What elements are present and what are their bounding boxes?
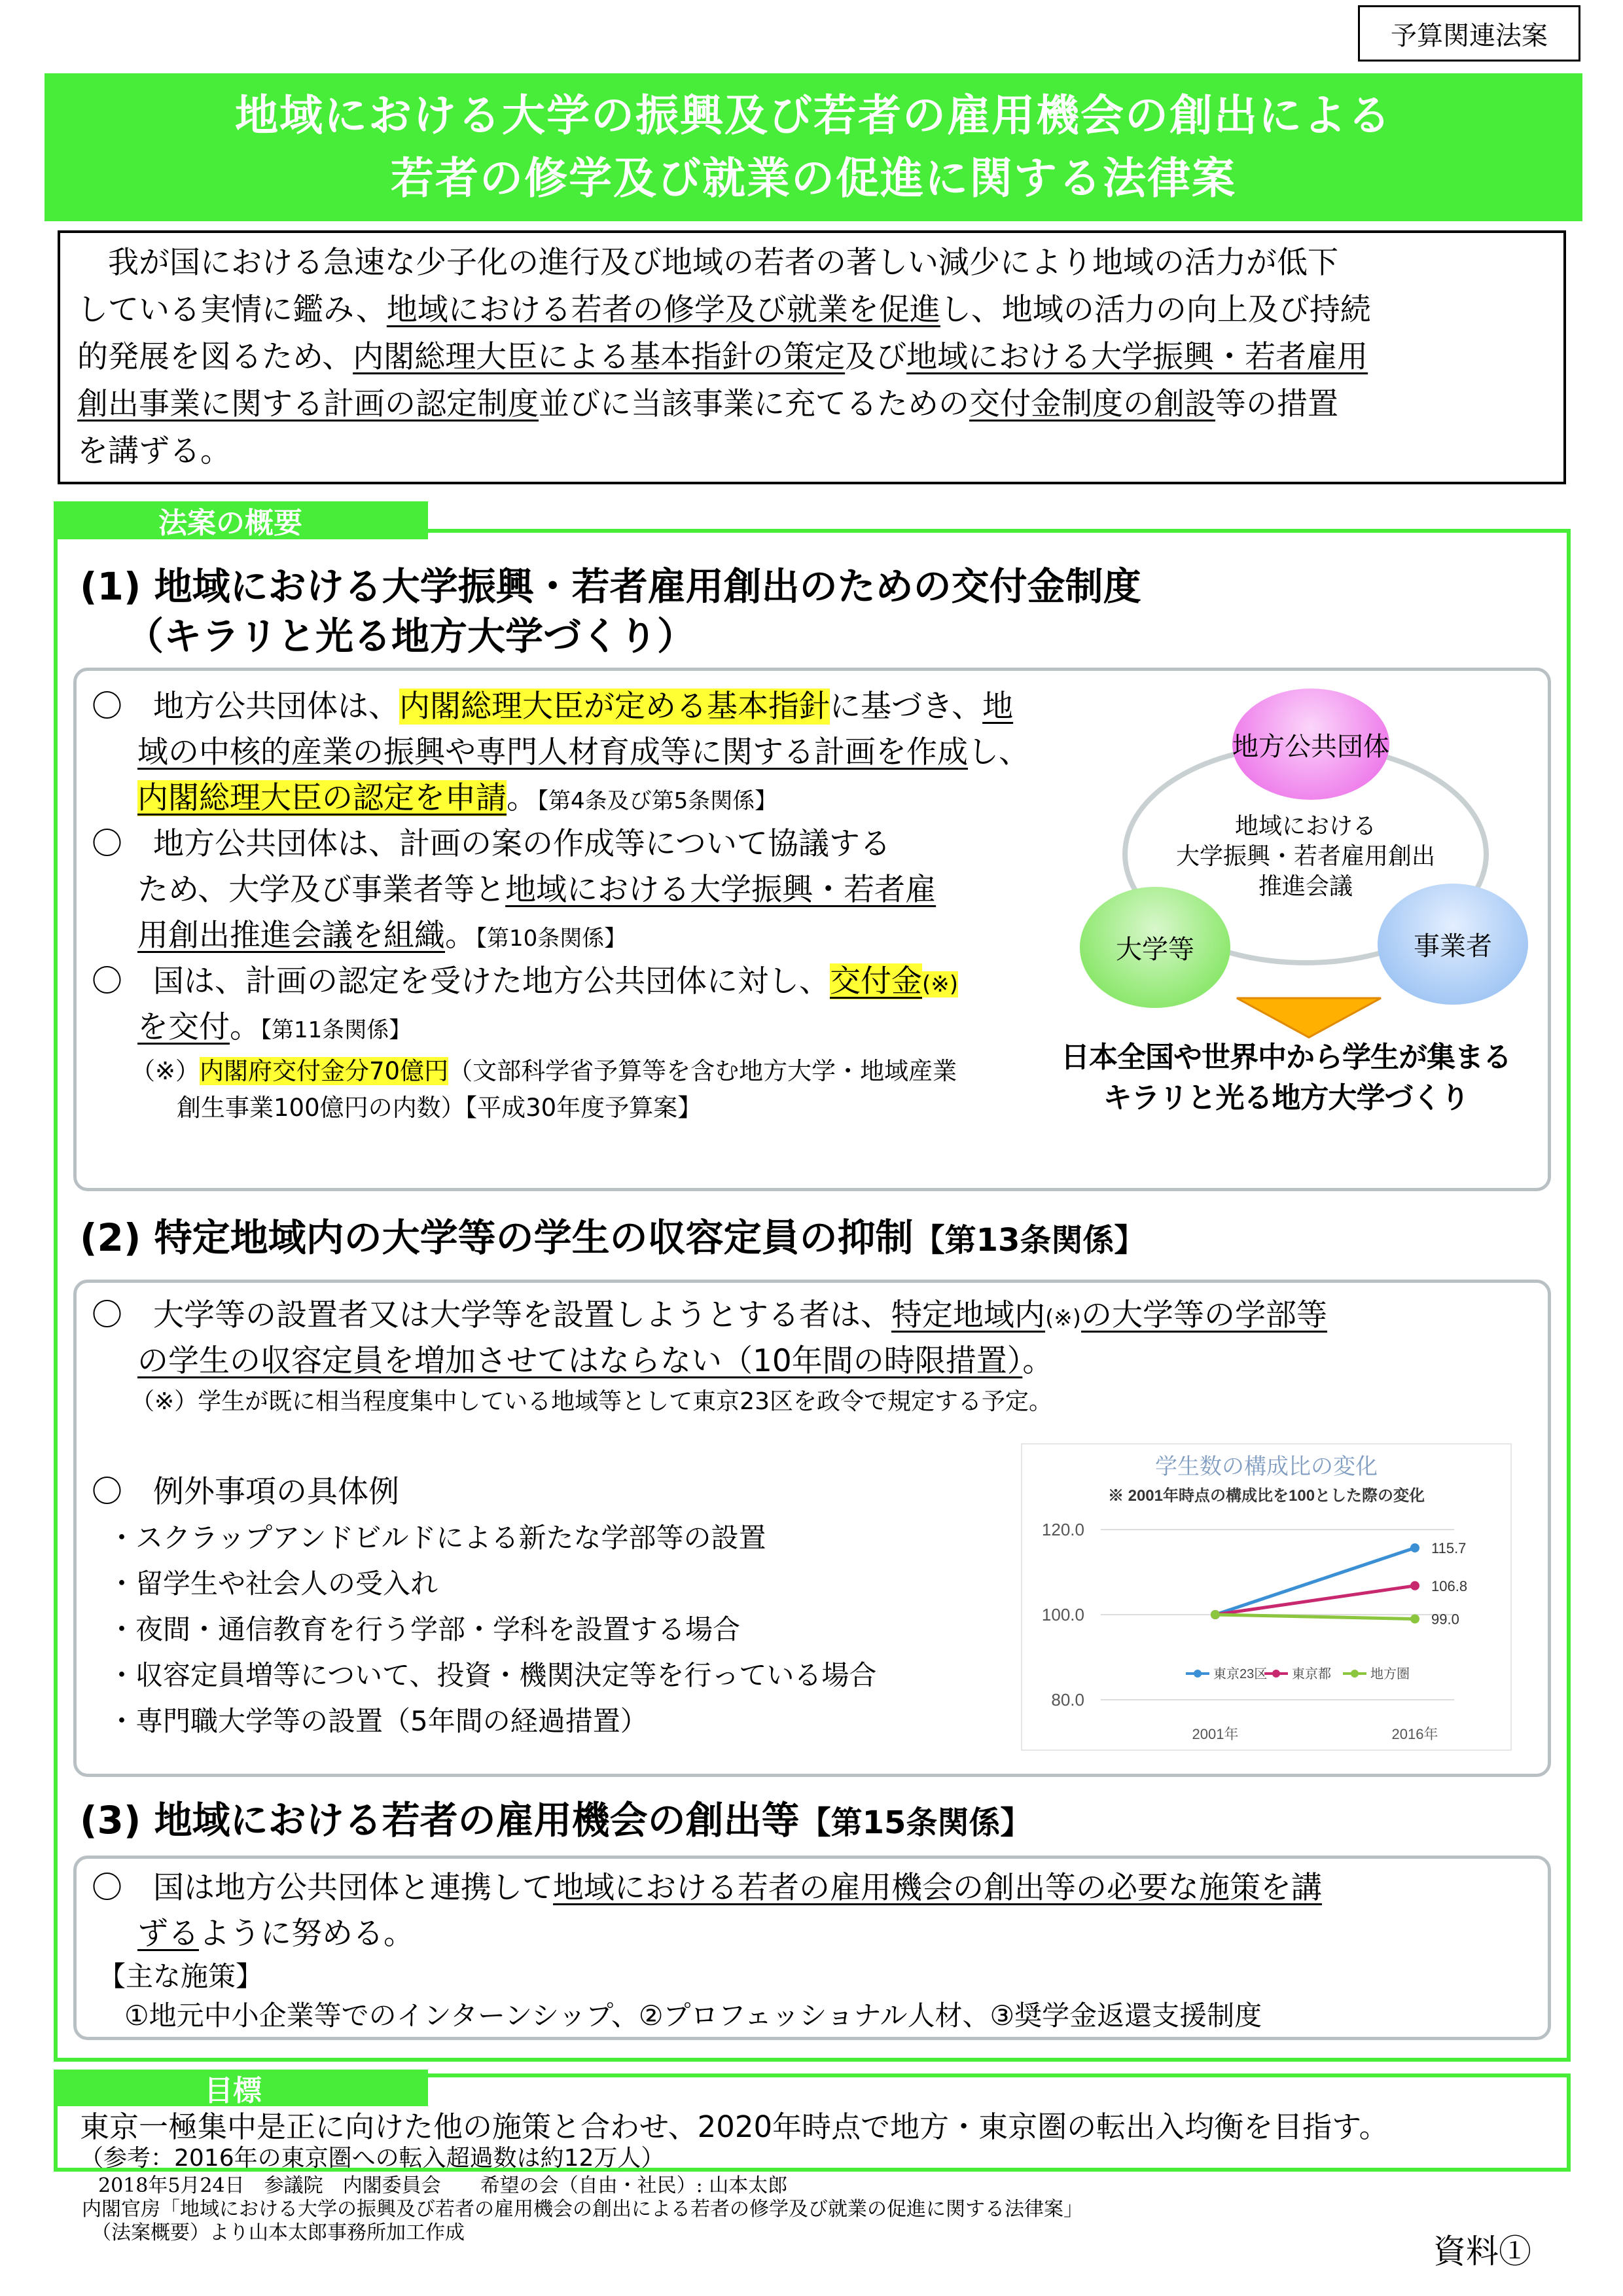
- s1-text: 〇 地方公共団体は、: [92, 689, 399, 725]
- exception-item: ・専門職大学等の設置（5年間の経過措置）: [108, 1705, 648, 1737]
- chart-x-tick-labels: [1192, 1726, 1438, 1742]
- chart-legend-label: 東京23区: [1213, 1667, 1268, 1681]
- intro-line-5: を講ずる。: [77, 433, 231, 469]
- s1-underline: を交付: [137, 1009, 230, 1045]
- document-number: 資料①: [1433, 2233, 1531, 2270]
- s1-text: 〇 国は、計画の認定を受けた地方公共団体に対し、: [92, 963, 830, 999]
- slogan-line-1: 日本全国や世界中から学生が集まる: [1061, 1041, 1511, 1074]
- intro-text: している実情に鑑み、: [77, 292, 387, 328]
- s1-highlight: 内閣総理大臣が定める基本指針: [399, 689, 830, 725]
- s1-text: （文部科学省予算等を含む地方大学・地域産業: [448, 1057, 957, 1085]
- intro-text: 並びに当該事業に充てるための: [539, 386, 969, 422]
- section-3-bullet: [92, 1865, 1531, 2036]
- local-government-label: 地方公共団体: [1232, 731, 1389, 762]
- business-label: 事業者: [1414, 931, 1492, 961]
- chart-y-tick-label: 80.0: [1051, 1690, 1084, 1710]
- s1-bullet-1-line-3: [92, 776, 1113, 821]
- chart-series-line: [1215, 1548, 1415, 1615]
- s1-footnote-line-1: [92, 1053, 1113, 1090]
- s1-bullet-3-line-1: [92, 959, 1113, 1005]
- down-arrow-icon: [1230, 995, 1387, 1041]
- chart-legend-label: 地方圏: [1370, 1667, 1410, 1681]
- s2-underline: 特定地域内: [891, 1297, 1045, 1333]
- council-label: [1155, 812, 1456, 902]
- s3-underline: ずる: [137, 1916, 199, 1952]
- chart-legend: [1186, 1666, 1410, 1681]
- s1-underline: 地: [982, 689, 1014, 725]
- s1-bullet-2-line-1: 〇 地方公共団体は、計画の案の作成等について協議する: [92, 826, 891, 862]
- chart-legend-marker: [1194, 1670, 1202, 1677]
- s2-bullet-line-2: [92, 1338, 1531, 1384]
- intro-underline: 内閣総理大臣による基本指針の策定: [353, 339, 846, 375]
- exception-item: ・収容定員増等について、投資・機関決定等を行っている場合: [108, 1659, 877, 1691]
- section-3-heading: [80, 1797, 1031, 1846]
- local-government-circle: [1232, 689, 1389, 800]
- s2-text: 〇 大学等の設置者又は大学等を設置しようとする者は、: [92, 1297, 891, 1333]
- s1-underline: 域の中核的産業の振興や専門人材育成等に関する計画を作成: [137, 734, 968, 770]
- s1-note-mark: (※): [922, 971, 959, 997]
- slogan: [1034, 1037, 1538, 1119]
- s1-text: 。: [445, 918, 476, 954]
- s1-highlight: 内閣総理大臣の認定を申請: [137, 780, 507, 816]
- s1-underline: 用創出推進会議を組織: [137, 918, 445, 954]
- chart-value-label: 99.0: [1431, 1611, 1459, 1628]
- intro-text: し、地域の活力の向上及び持続: [940, 292, 1371, 328]
- s1-bullet-2-line-2: [92, 867, 1113, 913]
- s2-text: 。: [1022, 1343, 1054, 1379]
- chart-series-line: [1215, 1586, 1415, 1615]
- s1-text: 。: [507, 780, 537, 816]
- s3-underline: 地域における若者の雇用機会の創出等の必要な施策を講: [553, 1870, 1322, 1906]
- slogan-line-2: キラリと光る地方大学づくり: [1103, 1081, 1469, 1115]
- s1-text: に基づき、: [830, 689, 983, 725]
- chart-legend-label: 東京都: [1292, 1667, 1331, 1681]
- exception-item: ・夜間・通信教育を行う学部・学科を設置する場合: [108, 1613, 741, 1645]
- chart-x-tick-label: 2016年: [1391, 1726, 1438, 1742]
- section-2-ref: 【第13条関係】: [913, 1222, 1146, 1259]
- goal-text: 東京一極集中是正に向けた他の施策と合わせ、2020年時点で地方・東京圏の転出入均衡を目指す。: [80, 2109, 1389, 2144]
- chart-value-label: 115.7: [1431, 1539, 1467, 1556]
- s1-text: ため、大学及び事業者等と: [137, 872, 506, 908]
- footer-line-3: （法案概要）より山本太郎事務所加工作成: [92, 2221, 465, 2244]
- overview-tab: 法案の概要: [54, 501, 428, 539]
- s1-highlight: 内閣府交付金分70億円: [200, 1057, 449, 1085]
- s1-bullet-1-line-2: [92, 730, 1113, 776]
- title-band: [45, 73, 1582, 221]
- chart-y-tick-label: 100.0: [1041, 1605, 1084, 1624]
- s3-text: 〇 国は地方公共団体と連携して: [92, 1870, 553, 1906]
- exceptions-list: [92, 1469, 995, 1744]
- intro-text: 等の措置: [1215, 386, 1338, 422]
- s1-text: 。: [230, 1009, 260, 1045]
- s1-article-ref: 【第10条関係】: [476, 925, 627, 952]
- chart-y-tick-label: 120.0: [1041, 1520, 1084, 1539]
- s1-footnote-line-2: 創生事業100億円の内数）【平成30年度予算案】: [177, 1094, 702, 1122]
- university-circle: [1080, 887, 1230, 1008]
- intro-line-2: [77, 287, 1546, 334]
- section-3-ref: 【第15条関係】: [799, 1804, 1032, 1841]
- s3-bullet-line-1: [92, 1865, 1531, 1911]
- chart-point: [1410, 1581, 1419, 1590]
- s1-article-ref: 【第4条及び第5条関係】: [537, 788, 777, 814]
- section-1-heading: (1) 地域における大学振興・若者雇用創出のための交付金制度: [80, 564, 1141, 609]
- s3-text: ように努める。: [199, 1916, 414, 1952]
- s1-bullet-3-line-2: [92, 1005, 1113, 1050]
- chart-value-label: 106.8: [1431, 1577, 1468, 1594]
- chart-legend-marker: [1351, 1670, 1359, 1677]
- council-label-line: 大学振興・若者雇用創出: [1175, 843, 1435, 870]
- council-label-line: 地域における: [1234, 813, 1376, 840]
- s1-highlight: 交付金: [830, 963, 922, 999]
- budget-bill-tag: 予算関連法案: [1358, 5, 1580, 62]
- s2-underline: の大学等の学部等: [1081, 1297, 1328, 1333]
- intro-underline: 地域における大学振興・若者雇用: [906, 339, 1368, 375]
- footer: [82, 2174, 1083, 2245]
- s2-underline: の学生の収容定員を増加させてはならない（10年間の時限措置）: [137, 1343, 1023, 1379]
- chart-x-tick-label: 2001年: [1192, 1726, 1239, 1742]
- goal-tab: 目標: [54, 2070, 428, 2106]
- intro-text: 及び: [845, 339, 907, 375]
- chart-point: [1410, 1543, 1419, 1552]
- exception-item: ・スクラップアンドビルドによる新たな学部等の設置: [108, 1522, 766, 1554]
- section-2-heading: [80, 1214, 1145, 1264]
- exceptions-heading: 〇 例外事項の具体例: [92, 1474, 399, 1510]
- intro-underline: 交付金制度の創設: [969, 386, 1215, 422]
- chart-value-labels: [1431, 1540, 1467, 1628]
- s1-bullet-2-line-3: [92, 913, 1113, 959]
- chart-title: 学生数の構成比の変化: [1155, 1454, 1378, 1479]
- section-2-bullet: [92, 1293, 1531, 1420]
- chart-point: [1410, 1615, 1419, 1624]
- section-3-title: (3) 地域における若者の雇用機会の創出等: [80, 1798, 800, 1842]
- intro-underline: 創出事業に関する計画の認定制度: [77, 386, 539, 422]
- footer-line-2: 内閣官房「地域における大学の振興及び若者の雇用機会の創出による若者の修学及び就業の促進に関する法律案」: [82, 2198, 1083, 2221]
- chart-svg: [1022, 1444, 1510, 1749]
- s1-bullet-1-line-1: [92, 684, 1113, 730]
- intro-line-3: [77, 334, 1546, 381]
- chart-y-tick-labels: [1042, 1520, 1084, 1710]
- intro-box: [58, 230, 1566, 484]
- chart-subtitle: ※ 2001年時点の構成比を100とした際の変化: [1107, 1487, 1425, 1505]
- s2-bullet-line-1: [92, 1293, 1531, 1338]
- title-line-1: 地域における大学の振興及び若者の雇用機会の創出による: [235, 90, 1392, 141]
- university-label: 大学等: [1116, 935, 1194, 965]
- council-label-line: 推進会議: [1258, 873, 1353, 900]
- business-circle: [1378, 884, 1528, 1005]
- s3-main-measures-label: 【主な施策】: [98, 1960, 264, 1992]
- student-ratio-chart: [1021, 1443, 1512, 1751]
- title-line-2: 若者の修学及び就業の促進に関する法律案: [391, 153, 1236, 204]
- s1-text: し、: [968, 734, 1029, 770]
- intro-underline: 地域における若者の修学及び就業を促進: [386, 292, 940, 328]
- footer-line-1: 2018年5月24日 参議院 内閣委員会 希望の会（自由・社民）: 山本太郎: [98, 2174, 788, 2197]
- chart-legend-marker: [1272, 1670, 1280, 1677]
- intro-line-4: [77, 381, 1546, 428]
- intro-text: 的発展を図るため、: [77, 339, 353, 375]
- s2-footnote: （※）学生が既に相当程度集中している地域等として東京23区を政令で規定する予定。: [131, 1388, 1052, 1415]
- section-2-title: (2) 特定地域内の大学等の学生の収容定員の抑制: [80, 1215, 914, 1260]
- exception-item: ・留学生や社会人の受入れ: [108, 1568, 438, 1600]
- chart-series-lines: [1215, 1548, 1415, 1619]
- chart-point: [1211, 1610, 1220, 1619]
- intro-line-1: 我が国における急速な少子化の進行及び地域の若者の著しい減少により地域の活力が低下: [77, 245, 1338, 281]
- s3-main-measures: ①地元中小企業等でのインターンシップ、②プロフェッショナル人材、③奨学金返還支援制度: [124, 2000, 1262, 2032]
- section-1-subheading: （キラリと光る地方大学づくり）: [126, 614, 696, 658]
- s1-text: （※）: [131, 1057, 200, 1085]
- s1-underline: 地域における大学振興・若者雇: [505, 872, 936, 908]
- section-1-bullets: [92, 684, 1113, 1126]
- s2-note-mark: (※): [1045, 1305, 1082, 1331]
- goal-reference: （参考：2016年の東京圏への転入超過数は約12万人）: [80, 2145, 665, 2172]
- s3-bullet-line-2: [92, 1911, 1531, 1957]
- s1-article-ref: 【第11条関係】: [260, 1017, 412, 1043]
